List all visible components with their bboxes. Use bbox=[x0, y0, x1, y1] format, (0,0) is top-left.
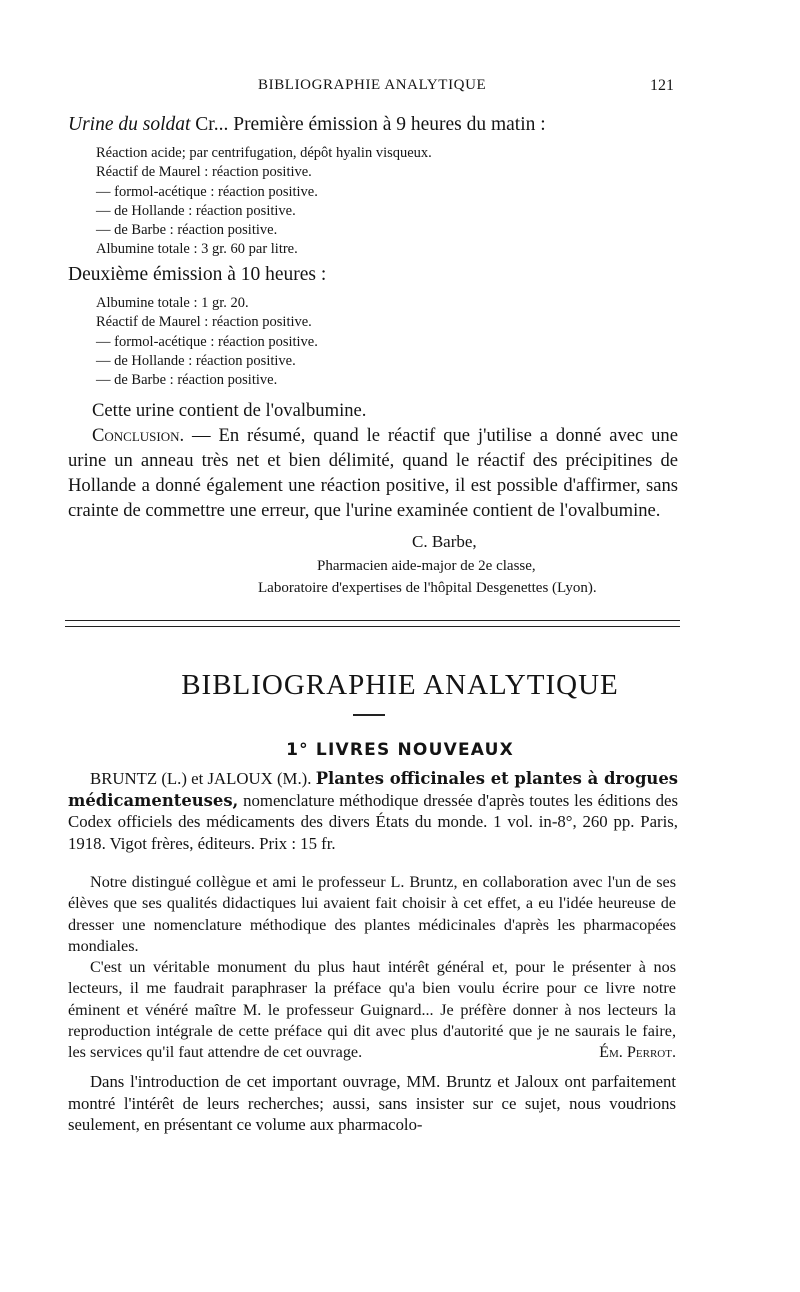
list-item: — de Hollande : réaction positive. bbox=[96, 352, 296, 369]
second-emission-heading: Deuxième émission à 10 heures : bbox=[68, 264, 327, 285]
first-emission-list bbox=[68, 144, 678, 260]
section-heading: BIBLIOGRAPHIE ANALYTIQUE bbox=[181, 669, 619, 701]
list-item: Réactif de Maurel : réaction positive. bbox=[96, 164, 312, 181]
conclusion-label: Conclusion. bbox=[92, 425, 185, 446]
first-emission-heading bbox=[68, 113, 678, 137]
ovalbumin-line: Cette urine contient de l'ovalbumine. bbox=[92, 400, 367, 421]
list-item: — de Barbe : réaction positive. bbox=[96, 372, 278, 389]
signature-title: Pharmacien aide-major de 2e classe, bbox=[317, 558, 536, 574]
list-item: Albumine totale : 3 gr. 60 par litre. bbox=[96, 241, 298, 258]
running-title: BIBLIOGRAPHIE ANALYTIQUE bbox=[258, 77, 487, 93]
introduction-paragraph: Dans l'introduction de cet important ouvrage, MM. Bruntz et Jaloux ont parfaitement montré l'intérêt de leurs recherches; aussi, sans insister sur ce sujet, nous voudrions seulement, en présentant ce volume aux pharmacolo- bbox=[68, 1072, 676, 1134]
page-number: 121 bbox=[650, 77, 674, 94]
list-item: Réactif de Maurel : réaction positive. bbox=[96, 314, 312, 331]
list-item: — formol-acétique : réaction positive. bbox=[96, 183, 318, 200]
list-item: Réaction acide; par centrifugation, dépôt hyalin visqueux. bbox=[96, 145, 432, 161]
introduction-block bbox=[68, 1071, 676, 1136]
conclusion-block bbox=[68, 398, 678, 523]
signature-name: C. Barbe, bbox=[412, 532, 477, 551]
list-item: Albumine totale : 1 gr. 20. bbox=[96, 295, 249, 311]
first-emission-heading-italic: Urine du soldat bbox=[68, 114, 191, 135]
review-paragraph-text: C'est un véritable monument du plus haut intérêt général et, pour le présenter à nos lecteurs, il me faudrait paraphraser la préface qu'a bien voulu écrire pour ce livre notre éminent et vénéré maître M. le professeur Guignard... Je préfère donner à nos lecteurs la reproduction intégrale de cette préface qui dit avec plus d'autorité que je ne saurais le faire, les services qu'il faut attendre de cet ouvrage. bbox=[68, 958, 676, 1062]
list-item: — de Barbe : réaction positive. bbox=[96, 222, 278, 239]
separator-rule-top bbox=[65, 620, 680, 621]
review-paragraph: Notre distingué collègue et ami le professeur L. Bruntz, en collaboration avec l'un de ses élèves que ses qualités didactiques lui avaient fait choisir à cet effet, a eu l'idée heureuse de dresser une nomenclature méthodique des plantes médicinales d'après les pharmacopées mondiales. bbox=[68, 873, 676, 955]
entry-title: Plantes officinales et plantes à drogues médicamenteuses, bbox=[68, 769, 678, 810]
subsection-heading: 1° LIVRES NOUVEAUX bbox=[286, 740, 514, 760]
review-paragraph bbox=[68, 957, 676, 1063]
review-signature: Ém. Perrot. bbox=[599, 1043, 676, 1062]
heading-rule bbox=[353, 714, 385, 716]
list-item: — de Hollande : réaction positive. bbox=[96, 202, 296, 219]
first-emission-heading-text: Cr... Première émission à 9 heures du matin : bbox=[190, 114, 546, 135]
separator-rule-bottom bbox=[65, 626, 680, 627]
entry-details: nomenclature méthodique dressée d'après toutes les éditions des Codex officiels des médicaments des divers États du monde. 1 vol. in-8°, 260 pp. Paris, 1918. Vigot frères, éditeurs. Prix : 15 fr. bbox=[68, 790, 678, 853]
entry-authors: BRUNTZ (L.) et JALOUX (M.). bbox=[90, 769, 316, 788]
conclusion-paragraph bbox=[68, 423, 678, 523]
list-item: — formol-acétique : réaction positive. bbox=[96, 333, 318, 350]
review-block bbox=[68, 872, 676, 1064]
signature-lab: Laboratoire d'expertises de l'hôpital Desgenettes (Lyon). bbox=[258, 580, 597, 596]
running-head bbox=[0, 77, 800, 97]
bibliography-entry bbox=[68, 768, 678, 854]
conclusion-text: — En résumé, quand le réactif que j'utilise a donné avec une urine un anneau très net et bien délimité, quand le réactif des précipitines de Hollande a donné également une réaction positive, il est possible d'affirmer, sans crainte de commettre une erreur, que l'urine examinée contient de l'ovalbumine. bbox=[68, 425, 678, 521]
second-emission-list bbox=[68, 294, 678, 390]
